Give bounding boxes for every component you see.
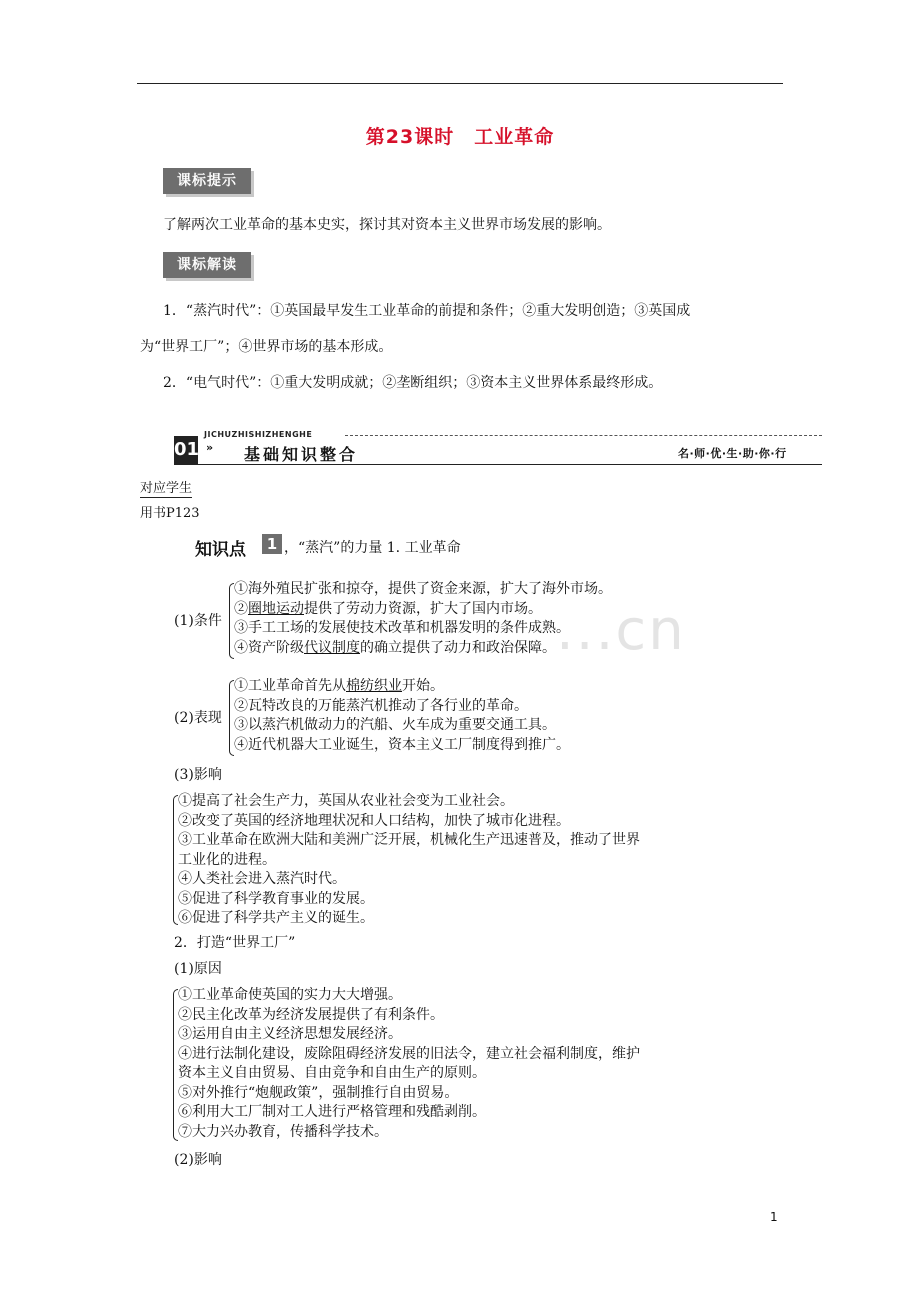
interp-item-2: 2．“电气时代”：①重大发明成就；②垄断组织；③资本主义世界体系最终形成。 [163, 375, 663, 391]
knowledge-point-heading: ，“蒸汽”的力量 1. 工业革命 [284, 540, 461, 556]
banner-pinyin: JICHUZHISHIZHENGHE [204, 430, 313, 439]
reason-item: ②民主化改革为经济发展提供了有利条件。 [178, 1006, 444, 1023]
reason-item: ③运用自由主义经济思想发展经济。 [178, 1026, 402, 1042]
interp-item-1-line-2: 为“世界工厂”；④世界市场的基本形成。 [140, 339, 393, 355]
standard-text: 了解两次工业革命的基本史实，探讨其对资本主义世界市场发展的影响。 [163, 217, 611, 233]
reason-label: (1)原因 [174, 961, 222, 977]
impact-item: ①提高了社会生产力，英国从农业社会变为工业社会。 [178, 793, 514, 809]
banner-dashed-line [345, 435, 822, 436]
reason-item: ⑥利用大工厂制对工人进行严格管理和残酷剥削。 [178, 1104, 486, 1120]
impact2-label: (2)影响 [174, 1152, 222, 1168]
impact-item: ⑥促进了科学共产主义的诞生。 [178, 910, 374, 926]
reason-item: ⑦大力兴办教育，传播科学技术。 [178, 1123, 388, 1140]
impact-item: 工业化的进程。 [178, 851, 276, 868]
knowledge-point-number: 1 [262, 534, 282, 554]
watermark: ...cn [556, 598, 686, 663]
reason-item: ④进行法制化建设，废除阻碍经济发展的旧法令，建立社会福利制度，维护 [178, 1045, 640, 1062]
impact-item: ③工业革命在欧洲大陆和美洲广泛开展，机械化生产迅速普及，推动了世界 [178, 832, 640, 848]
performance-item-2: ②瓦特改良的万能蒸汽机推动了各行业的革命。 [234, 697, 528, 714]
badge-standard-tips: 课标提示 [163, 168, 251, 194]
side-note-line-2: 用书P123 [140, 506, 200, 521]
impact-item: ②改变了英国的经济地理状况和人口结构，加快了城市化进程。 [178, 812, 570, 829]
banner-rule [174, 464, 822, 465]
banner-slogan: 名·师·优·生·助·你·行 [678, 447, 787, 460]
page-title: 第23课时 工业革命 [365, 126, 555, 148]
double-chevron-icon: » [206, 441, 214, 454]
performance-list [234, 677, 570, 755]
badge-standard-interpretation: 课标解读 [163, 252, 251, 278]
section-title: 基础知识整合 [244, 445, 359, 464]
section2-heading: 2．打造“世界工厂” [174, 935, 296, 951]
impact-list [178, 792, 640, 929]
reason-list [178, 986, 640, 1142]
conditions-item-1: ①海外殖民扩张和掠夺，提供了资金来源，扩大了海外市场。 [234, 581, 612, 597]
reason-item: ①工业革命使英国的实力大大增强。 [178, 987, 402, 1003]
impact-item: ④人类社会进入蒸汽时代。 [178, 871, 346, 887]
conditions-item-3: ③手工工场的发展使技术改革和机器发明的条件成熟。 [234, 620, 570, 636]
knowledge-point-label: 知识点 [195, 540, 246, 560]
conditions-item-4: ④资产阶级代议制度的确立提供了动力和政治保障。 [234, 639, 556, 656]
reason-item: ⑤对外推行“炮舰政策”，强制推行自由贸易。 [178, 1084, 459, 1101]
performance-label: (2)表现 [174, 710, 222, 726]
side-note-line-1: 对应学生 [140, 477, 192, 498]
performance-item-3: ③以蒸汽机做动力的汽船、火车成为重要交通工具。 [234, 717, 556, 733]
reason-item: 资本主义自由贸易、自由竞争和自由生产的原则。 [178, 1065, 486, 1081]
impact-item: ⑤促进了科学教育事业的发展。 [178, 890, 374, 907]
impact-label: (3)影响 [174, 767, 222, 783]
conditions-item-2: ②圈地运动提供了劳动力资源，扩大了国内市场。 [234, 600, 542, 617]
performance-item-4: ④近代机器大工业诞生，资本主义工厂制度得到推广。 [234, 736, 570, 753]
conditions-list [234, 580, 612, 658]
header-rule [137, 83, 783, 84]
conditions-label: (1)条件 [174, 613, 222, 629]
interp-item-1-line-1: 1．“蒸汽时代”：①英国最早发生工业革命的前提和条件；②重大发明创造；③英国成 [163, 303, 691, 319]
page-number: 1 [770, 1210, 778, 1224]
section-number-badge: 01 [174, 436, 198, 464]
performance-item-1: ①工业革命首先从棉纺织业开始。 [234, 678, 444, 694]
